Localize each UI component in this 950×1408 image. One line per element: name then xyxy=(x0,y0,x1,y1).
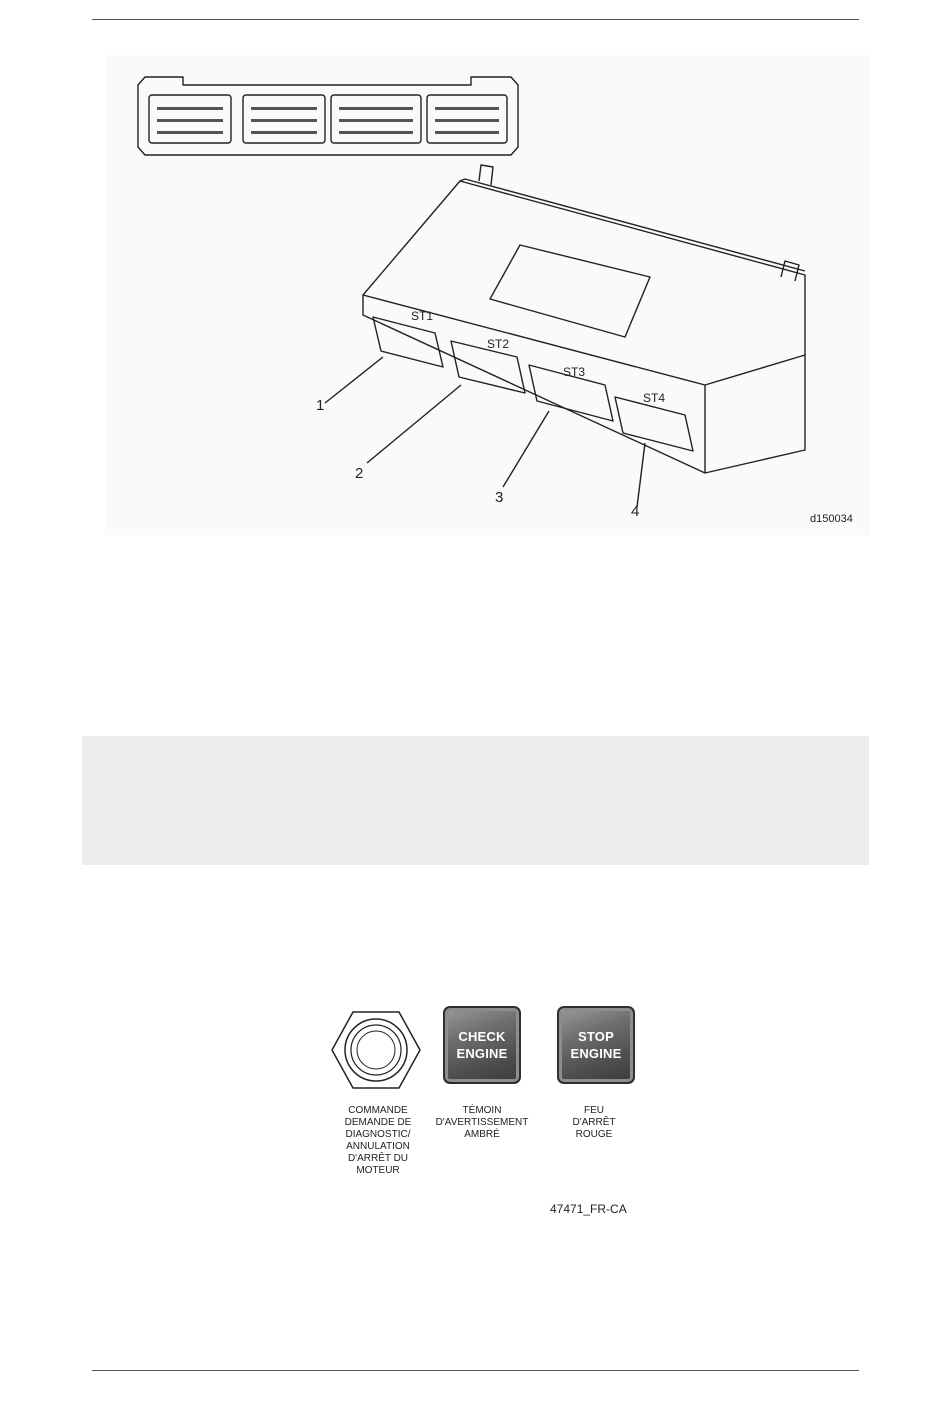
caption-line: ANNULATION xyxy=(346,1141,410,1152)
stop-engine-lamp xyxy=(557,1006,635,1084)
caption-line: ROUGE xyxy=(575,1129,613,1140)
caption-line: AMBRÉ xyxy=(464,1129,500,1140)
grey-note-box xyxy=(82,736,869,865)
connector-face-pins xyxy=(157,107,499,134)
figure-id-1: d150034 xyxy=(810,513,853,525)
connectors xyxy=(373,317,693,451)
module-label-area xyxy=(490,245,650,337)
caption-line: COMMANDE xyxy=(348,1105,408,1116)
caption-line: MOTEUR xyxy=(356,1165,400,1176)
connector-label-st3: ST3 xyxy=(563,365,586,379)
figure-id-2: 47471_FR-CA xyxy=(550,1202,627,1216)
dash-lamps-figure xyxy=(320,995,660,1225)
caption-line: DIAGNOSTIC/ xyxy=(345,1129,411,1140)
module-figure xyxy=(105,55,870,535)
switch-caption xyxy=(322,1105,434,1177)
diagnostic-switch-icon xyxy=(330,1010,422,1090)
amber-caption xyxy=(424,1105,540,1141)
connector-label-st4: ST4 xyxy=(643,391,666,405)
callout-4: 4 xyxy=(631,503,640,520)
connector-label-st1: ST1 xyxy=(411,309,434,323)
module-body xyxy=(363,181,805,473)
red-caption xyxy=(554,1105,634,1141)
caption-line: D'ARRÊT xyxy=(572,1117,616,1128)
caption-line: D'ARRÊT DU xyxy=(347,1153,409,1164)
connector-label-st2: ST2 xyxy=(487,337,510,351)
callout-2: 2 xyxy=(355,465,364,482)
lamp-text-line: ENGINE xyxy=(570,1046,622,1061)
footer-rule xyxy=(92,1370,859,1371)
callout-1: 1 xyxy=(316,397,325,414)
module-illustration xyxy=(105,55,870,535)
caption-line: D'AVERTISSEMENT xyxy=(435,1117,529,1128)
lamp-text-line: CHECK xyxy=(458,1029,506,1044)
check-engine-lamp xyxy=(443,1006,521,1084)
callout-3: 3 xyxy=(495,489,504,506)
caption-line: DEMANDE DE xyxy=(344,1117,412,1128)
caption-line: FEU xyxy=(584,1105,604,1116)
caption-line: TÉMOIN xyxy=(462,1105,502,1116)
header-rule xyxy=(92,19,859,20)
lamp-text-line: ENGINE xyxy=(456,1046,508,1061)
lamp-text-line: STOP xyxy=(578,1029,614,1044)
